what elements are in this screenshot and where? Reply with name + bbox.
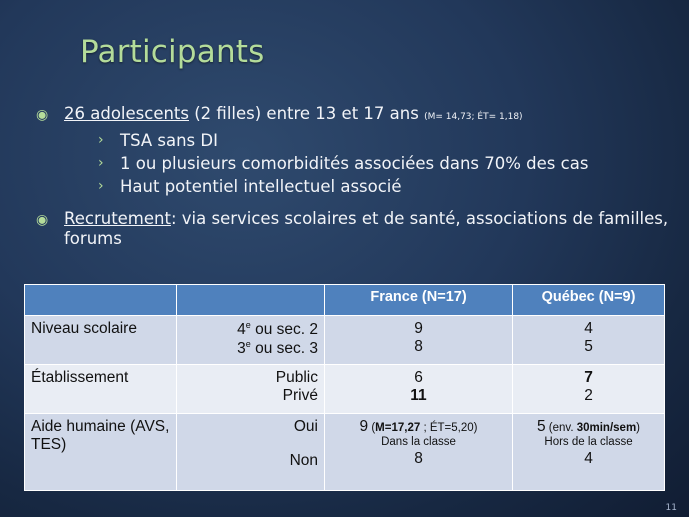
row-label: Aide humaine (AVS, TES) — [25, 414, 177, 491]
table-row — [25, 365, 665, 414]
subitem: › Haut potentiel intellectuel associé — [98, 177, 402, 196]
row-sublabels: Oui Non — [177, 414, 325, 491]
header-quebec: Québec (N=9) — [513, 285, 665, 316]
cell-quebec: 4 5 — [513, 316, 665, 365]
chevron-right-icon: › — [98, 132, 104, 148]
table-row — [25, 414, 665, 491]
page-number: 11 — [665, 503, 677, 513]
slide-title: Participants — [80, 34, 265, 70]
recrutement-label: Recrutement — [64, 209, 171, 228]
bullet-participants — [36, 104, 676, 198]
header-france: France (N=17) — [325, 285, 513, 316]
participants-table — [24, 284, 665, 491]
subitem: › TSA sans DI — [98, 131, 218, 150]
bullet-recrutement — [36, 209, 676, 249]
recrutement-desc: : via services scolaires et de santé, associations de familles, forums — [64, 209, 669, 248]
chevron-right-icon: › — [98, 178, 104, 194]
cell-france: 6 11 — [325, 365, 513, 414]
participants-count: 26 adolescents — [64, 104, 189, 123]
participants-desc: (2 filles) entre 13 et 17 ans — [189, 104, 425, 123]
bullet-marker-icon: ◉ — [36, 107, 49, 123]
participants-stats: (M= 14,73; ÉT= 1,18) — [424, 112, 523, 122]
table-header-row — [25, 285, 665, 316]
cell-france: 9 8 — [325, 316, 513, 365]
row-sublabels: 4e ou sec. 2 3e ou sec. 3 — [177, 316, 325, 365]
row-sublabels: Public Privé — [177, 365, 325, 414]
bullet-list — [36, 104, 676, 249]
row-label: Niveau scolaire — [25, 316, 177, 365]
cell-france: 9 (M=17,27 ; ÉT=5,20) Dans la classe 8 — [325, 414, 513, 491]
participants-subitems — [64, 129, 676, 198]
cell-quebec: 7 2 — [513, 365, 665, 414]
chevron-right-icon: › — [98, 155, 104, 171]
row-label: Établissement — [25, 365, 177, 414]
bullet-marker-icon: ◉ — [36, 212, 49, 228]
cell-quebec: 5 (env. 30min/sem) Hors de la classe 4 — [513, 414, 665, 491]
table-row — [25, 316, 665, 365]
subitem: › 1 ou plusieurs comorbidités associées dans 70% des cas — [98, 154, 589, 173]
